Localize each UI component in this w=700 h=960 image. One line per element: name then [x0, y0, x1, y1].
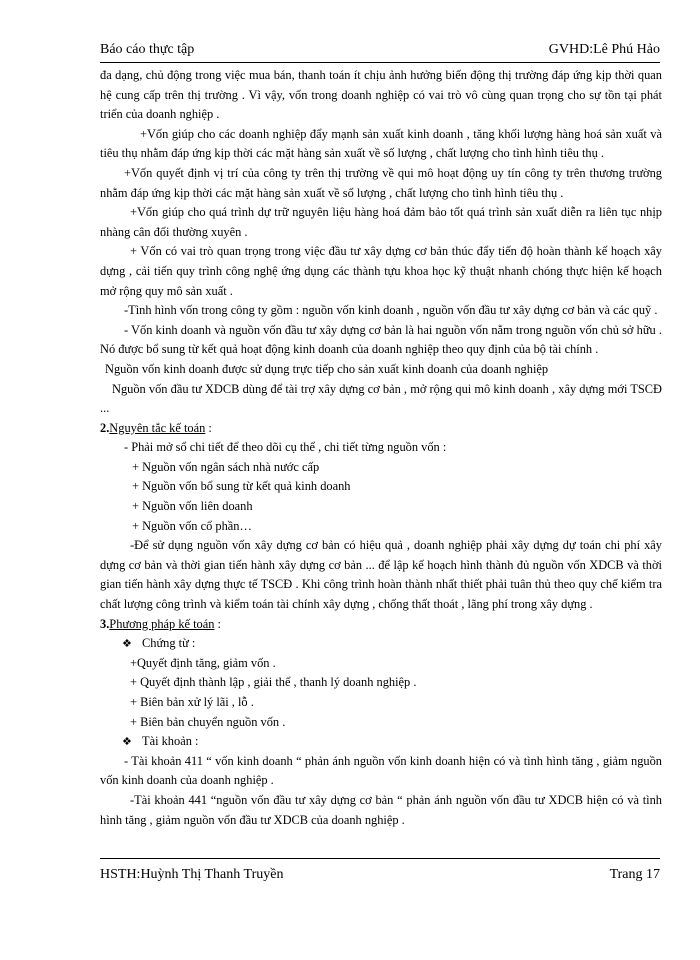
footer-page-number: Trang 17: [609, 867, 660, 882]
paragraph-account-411: - Tài khoản 411 “ vốn kinh doanh “ phản ánh nguồn vốn kinh doanh hiện có và tình hình tăng , giảm nguồn vốn kinh doanh của doanh nghiệp .: [100, 753, 662, 788]
section-3-heading: [100, 615, 662, 635]
paragraph-capital-sources: - Vốn kinh doanh và nguồn vốn đầu tư xây dựng cơ bản là hai nguồn vốn nằm trong nguồn vốn chủ sở hữu . Nó được bổ sung từ kết quả hoạt động kinh doanh của doanh nghiệp theo quy định của bộ tài chính .: [100, 322, 662, 357]
paragraph-intro: đa dạng, chủ động trong việc mua bán, thanh toán ít chịu ảnh hưởng biến động thị trường đáp ứng kịp thời quan hệ cung cấp trên thị trường . Vì vậy, vốn trong doanh nghiệp có vai trò vô cùng quan trọng cho sự tồn tại phát triển của doanh nghiệp .: [100, 68, 662, 122]
list-item: +Quyết định tăng, giảm vốn .: [130, 655, 276, 670]
page-header: [100, 40, 660, 63]
section-2-paragraph: -Để sử dụng nguồn vốn xây dựng cơ bản có hiệu quả , doanh nghiệp phải xây dựng dự toán chi phí xây dựng cơ bản và thời gian tiến hành xây dựng cơ bản ... để lập kế hoạch hình thành đủ nguồn vốn XDCB và thời gian tiến hành xây dựng thực tế TSCĐ . Khi công trình hoàn thành nhất thiết phải tuân thủ theo quy chế kiểm tra chất lượng công trình và kiểm toán tài chính xây dựng , chống thất thoát , lãng phí trong xây dựng .: [100, 538, 662, 612]
bullet-accounts: [100, 732, 662, 752]
bullet-documents: [100, 634, 662, 654]
paragraph-role-3: +Vốn giúp cho quá trình dự trữ nguyên liệu hàng hoá đảm bảo tốt quá trình sản xuất diễn ra liên tục nhịp nhàng cân đối thường xuyên .: [100, 205, 662, 239]
list-item: + Nguồn vốn bổ sung từ kết quả kinh doanh: [132, 479, 351, 494]
list-item: + Nguồn vốn ngân sách nhà nước cấp: [132, 459, 320, 474]
page-footer: [100, 858, 660, 885]
section-2-title: Nguyên tắc kế toán: [109, 420, 206, 435]
diamond-bullet-icon: ❖: [122, 637, 132, 651]
bullet-documents-label: Chứng từ :: [142, 636, 196, 651]
section-2-intro: - Phải mở sổ chi tiết để theo dõi cụ thể , chi tiết từng nguồn vốn :: [124, 440, 447, 455]
bullet-accounts-label: Tài khoản :: [142, 734, 199, 749]
footer-student: HSTH:Huỳnh Thị Thanh Truyền: [100, 867, 284, 882]
list-item: + Nguồn vốn liên doanh: [132, 499, 253, 514]
diamond-bullet-icon: ❖: [122, 735, 132, 749]
paragraph-role-1: +Vốn giúp cho các doanh nghiệp đẩy mạnh sản xuất kinh doanh , tăng khối lượng hàng hoá sản xuất và tiêu thụ nhằm đáp ứng kịp thời các mặt hàng sản xuất về số lượng , chất lượng cho tình hình tiêu thụ .: [100, 126, 662, 161]
section-3-title: Phương pháp kế toán: [109, 616, 215, 631]
header-advisor: GVHD:Lê Phú Hảo: [548, 42, 660, 57]
paragraph-account-441: -Tài khoản 441 “nguồn vốn đầu tư xây dựng cơ bản “ phản ánh nguồn vốn đầu tư XDCB hiện có và tình hình tăng , giảm nguồn vốn đầu tư XDCB của doanh nghiệp .: [100, 792, 662, 827]
paragraph-role-4: + Vốn có vai trò quan trọng trong việc đầu tư xây dựng cơ bản thúc đẩy tiến độ hoàn thành kế hoạch xây dựng , cải tiến quy trình công nghệ ứng dụng các thành tựu khoa học kỹ thuật nhanh chóng thực hiện kế hoạch mở rộng quy mô sản xuất .: [100, 244, 662, 298]
paragraph-role-2: +Vốn quyết định vị trí của công ty trên thị trường về qui mô hoạt động uy tín công ty trên thương trường nhằm đáp ứng kịp thời các mặt hàng sản xuất về số lượng , chất lượng cho tình hình tiêu thụ .: [100, 165, 662, 200]
section-3-number: 3.: [100, 616, 110, 631]
page-content: [100, 66, 662, 830]
section-2-colon: :: [205, 420, 212, 435]
section-2-number: 2.: [100, 420, 110, 435]
section-2-heading: [100, 419, 662, 439]
paragraph-investment-capital: Nguồn vốn đầu tư XDCB dùng để tài trợ xây dựng cơ bản , mở rộng qui mô kinh doanh , xây dựng mới TSCĐ ...: [100, 381, 662, 416]
list-item: + Biên bản xử lý lãi , lỗ .: [130, 695, 254, 709]
section-3-colon: :: [214, 616, 221, 631]
list-item: + Biên bản chuyển nguồn vốn .: [130, 714, 286, 729]
list-item: + Quyết định thành lập , giải thể , thanh lý doanh nghiệp .: [130, 675, 417, 690]
header-report-title: Báo cáo thực tập: [100, 42, 195, 57]
paragraph-capital-status: -Tình hình vốn trong công ty gồm : nguồn vốn kinh doanh , nguồn vốn đầu tư xây dựng cơ bản và các quỹ .: [124, 303, 658, 318]
paragraph-business-capital: Nguồn vốn kinh doanh được sử dụng trực tiếp cho sản xuất kinh doanh của doanh nghiệp: [105, 361, 549, 376]
list-item: + Nguồn vốn cổ phần…: [132, 518, 252, 533]
